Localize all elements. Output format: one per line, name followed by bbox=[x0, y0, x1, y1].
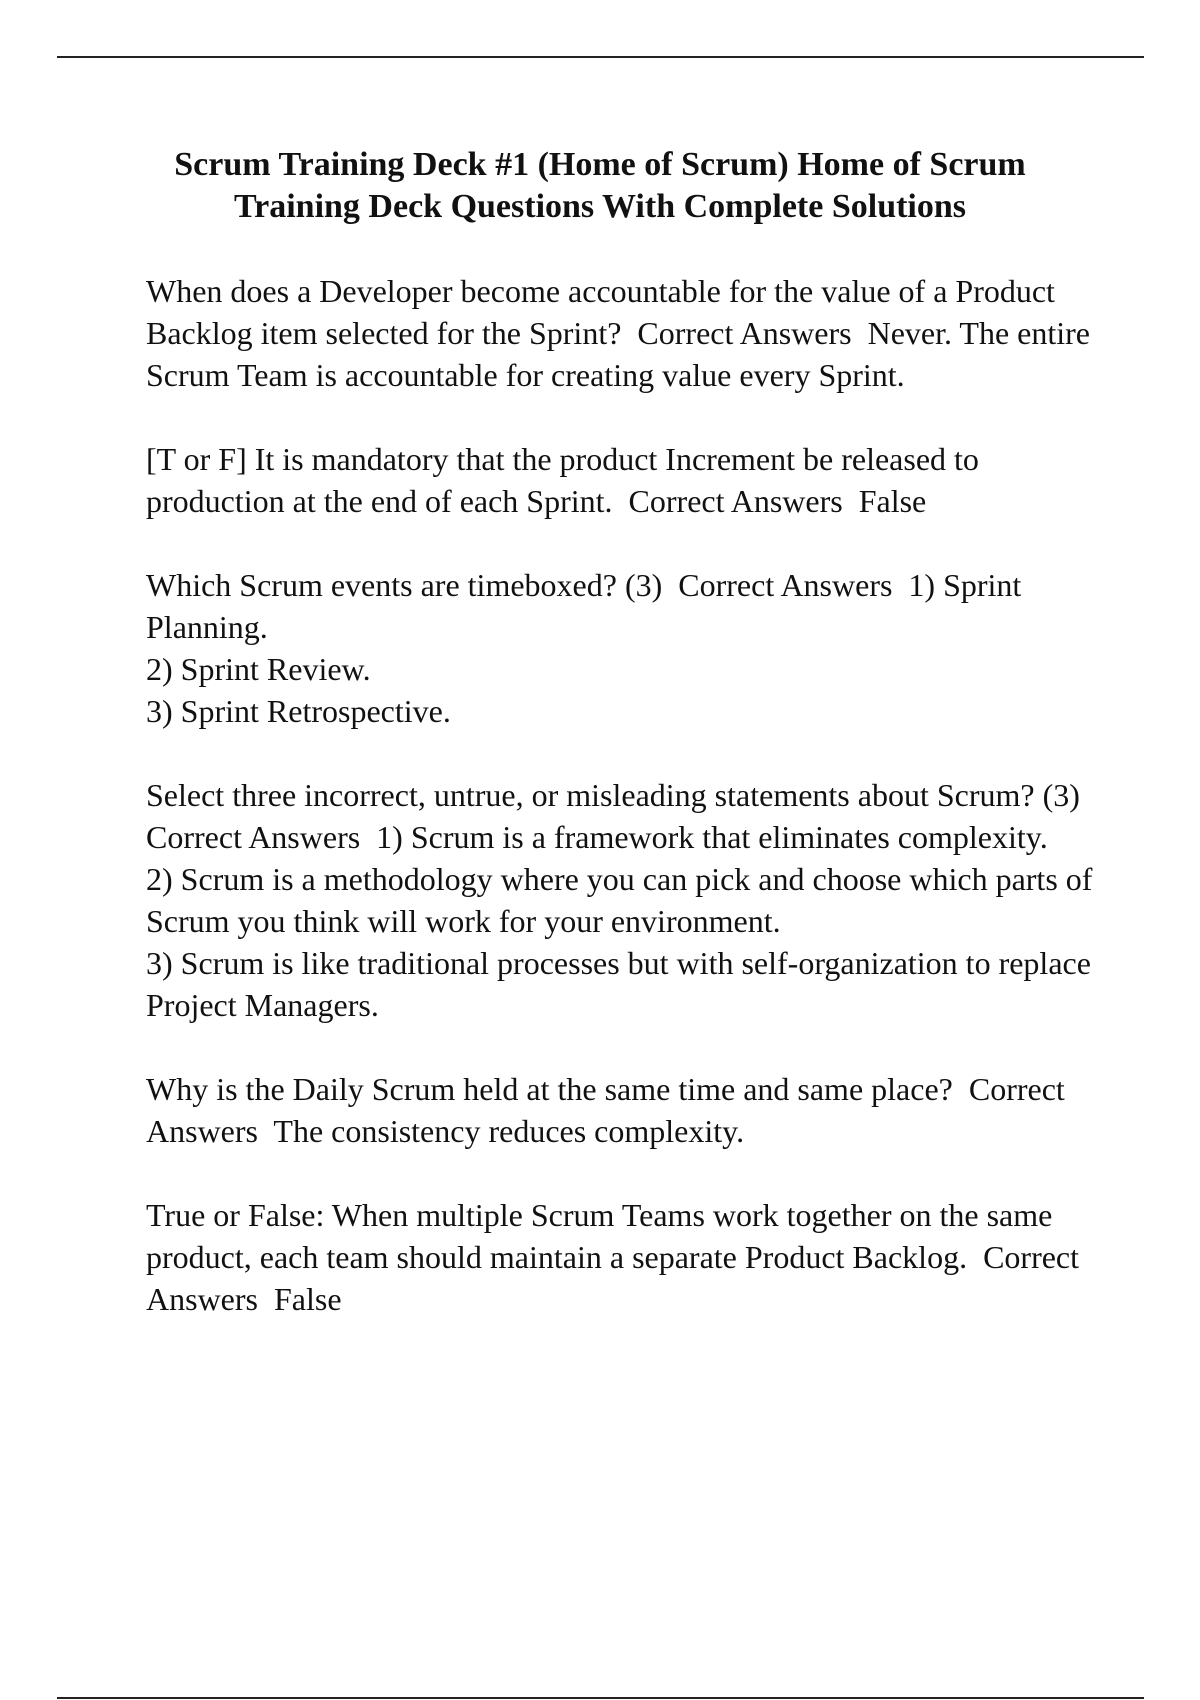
question-text: [T or F] It is mandatory that the product Increment be released to production at the end of each Sprint. bbox=[146, 441, 979, 519]
answer-line: 3) Scrum is like traditional processes but with self-organization to replace Project Managers. bbox=[146, 945, 1091, 1023]
question-text: Why is the Daily Scrum held at the same time and same place? bbox=[146, 1071, 953, 1107]
answer-text: False bbox=[858, 483, 927, 519]
footer-divider bbox=[57, 1697, 1144, 1699]
answer-label: Correct Answers bbox=[146, 819, 361, 855]
qa-item-3 bbox=[146, 564, 1106, 732]
qa-item-5 bbox=[146, 1068, 1106, 1152]
answer-label: Correct Answers bbox=[146, 1239, 1080, 1317]
title-line-2: Training Deck Questions With Complete Solutions bbox=[233, 188, 967, 225]
answer-text: Never. The entire Scrum Team is accountable for creating value every Sprint. bbox=[146, 315, 1090, 393]
document-title bbox=[100, 144, 1100, 228]
qa-item-1 bbox=[146, 270, 1106, 396]
answer-line: 2) Sprint Review. bbox=[146, 651, 371, 687]
answer-text: The consistency reduces complexity. bbox=[273, 1113, 745, 1149]
answer-label: Correct Answers bbox=[637, 315, 852, 351]
qa-list bbox=[146, 270, 1106, 1362]
answer-label: Correct Answers bbox=[628, 483, 843, 519]
answer-label: Correct Answers bbox=[678, 567, 893, 603]
header-divider bbox=[57, 56, 1144, 58]
qa-item-4 bbox=[146, 774, 1106, 1026]
question-text: Which Scrum events are timeboxed? (3) bbox=[146, 567, 663, 603]
answer-label: Correct Answers bbox=[146, 1071, 1065, 1149]
question-text: True or False: When multiple Scrum Teams work together on the same product, each team should maintain a separate Product Backlog. bbox=[146, 1197, 1053, 1275]
answer-line: 3) Sprint Retrospective. bbox=[146, 693, 451, 729]
title-line-1: Scrum Training Deck #1 (Home of Scrum) Home of Scrum bbox=[174, 146, 1026, 183]
answer-line: 1) Sprint Planning. bbox=[146, 567, 1022, 645]
question-text: Select three incorrect, untrue, or misleading statements about Scrum? (3) bbox=[146, 777, 1080, 813]
qa-item-2 bbox=[146, 438, 1106, 522]
question-text: When does a Developer become accountable for the value of a Product Backlog item selected for the Sprint? bbox=[146, 273, 1055, 351]
answer-text: False bbox=[273, 1281, 342, 1317]
answer-line: 1) Scrum is a framework that eliminates complexity. bbox=[376, 819, 1048, 855]
qa-item-6 bbox=[146, 1194, 1106, 1320]
answer-line: 2) Scrum is a methodology where you can pick and choose which parts of Scrum you think will work for your environment. bbox=[146, 861, 1093, 939]
